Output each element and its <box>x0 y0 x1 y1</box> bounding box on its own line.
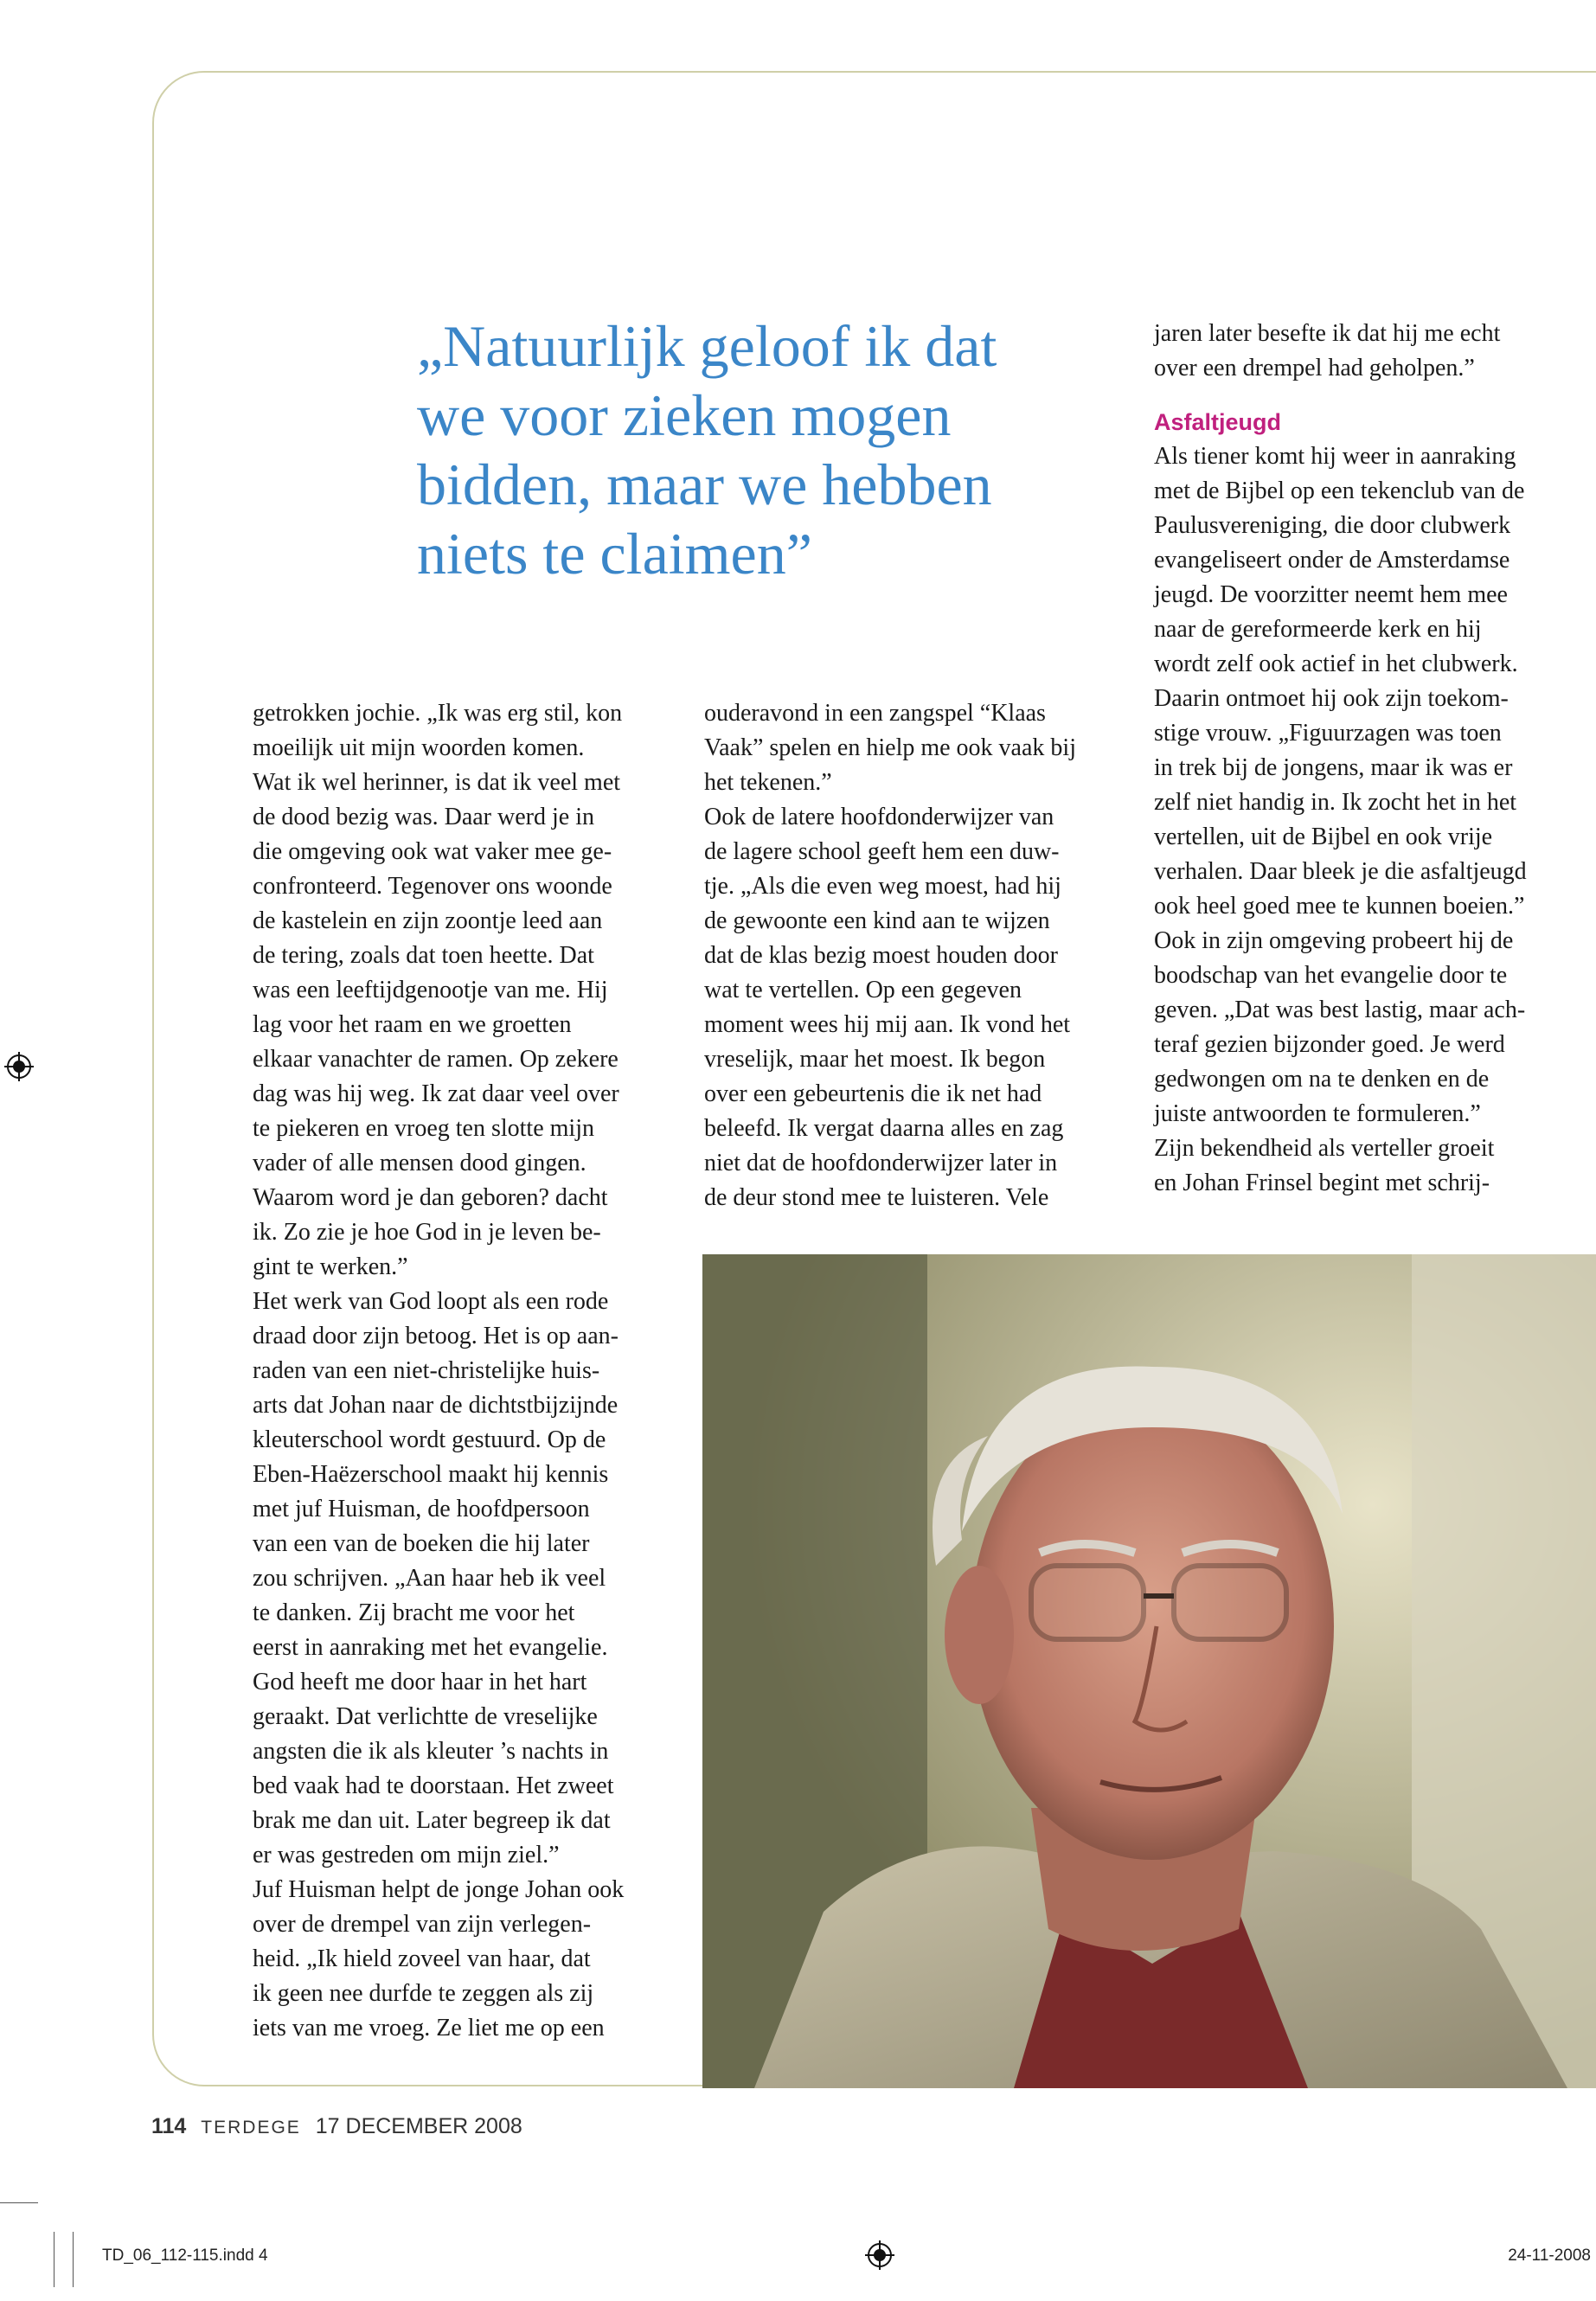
text-line: ouderavond in een zangspel “Klaas <box>704 700 1046 727</box>
page-number: 114 <box>151 2114 187 2138</box>
text-line: moeilijk uit mijn woorden komen. <box>253 734 585 761</box>
text-line: eerst in aanraking met het evangelie. <box>253 1634 608 1661</box>
text-line: Paulusvereniging, die door clubwerk <box>1154 512 1511 539</box>
text-line: dat de klas bezig moest houden door <box>704 942 1059 969</box>
text-line: dag was hij weg. Ik zat daar veel over <box>253 1080 619 1107</box>
text-line: geraakt. Dat verlichtte de vreselijke <box>253 1703 598 1730</box>
text-line: er was gestreden om mijn ziel.” <box>253 1842 560 1868</box>
text-line: Juf Huisman helpt de jonge Johan ook <box>253 1876 625 1903</box>
text-line: teraf gezien bijzonder goed. Je werd <box>1154 1031 1505 1058</box>
crop-mark <box>0 2202 38 2203</box>
text-line: elkaar vanachter de ramen. Op zekere <box>253 1046 619 1073</box>
text-line: wat te vertellen. Op een gegeven <box>704 977 1022 1003</box>
text-line: over een gebeurtenis die ik net had <box>704 1080 1042 1107</box>
text-line: juiste antwoorden te formuleren.” <box>1154 1100 1481 1127</box>
registration-mark-icon <box>865 2240 894 2270</box>
pull-quote-line: bidden, maar we hebben <box>417 452 992 517</box>
text-line: met juf Huisman, de hoofdpersoon <box>253 1496 590 1522</box>
text-line: Waarom word je dan geboren? dacht <box>253 1184 608 1211</box>
pull-quote-line: „Natuurlijk geloof ik dat <box>417 313 997 379</box>
portrait-illustration <box>702 1254 1596 2088</box>
article-column-1 <box>253 696 676 2046</box>
text-line: vertellen, uit de Bijbel en ook vrije <box>1154 824 1493 850</box>
text-line: heid. „Ik hield zoveel van haar, dat <box>253 1945 591 1972</box>
text-line: gint te werken.” <box>253 1253 408 1280</box>
text-line: evangeliseert onder de Amsterdamse <box>1154 547 1510 574</box>
slug-date: 24-11-2008 <box>1508 2247 1591 2265</box>
issue-date: 17 DECEMBER 2008 <box>315 2114 522 2138</box>
text-line: verhalen. Daar bleek je die asfaltjeugd <box>1154 858 1527 885</box>
text-line: de gewoonte een kind aan te wijzen <box>704 907 1050 934</box>
text-line: was een leeftijdgenootje van me. Hij <box>253 977 608 1003</box>
text-line: boodschap van het evangelie door te <box>1154 962 1508 989</box>
slug-filename: TD_06_112-115.indd 4 <box>102 2247 268 2265</box>
text-line: Vaak” spelen en hielp me ook vaak bij <box>704 734 1076 761</box>
registration-mark-icon <box>4 1052 34 1081</box>
text-line: gedwongen om na te denken en de <box>1154 1066 1490 1093</box>
text-line: ook heel goed mee te kunnen boeien.” <box>1154 893 1525 920</box>
text-line: in trek bij de jongens, maar ik was er <box>1154 754 1513 781</box>
text-line: de tering, zoals dat toen heette. Dat <box>253 942 594 969</box>
text-line: kleuterschool wordt gestuurd. Op de <box>253 1426 606 1453</box>
text-line: brak me dan uit. Later begreep ik dat <box>253 1807 611 1834</box>
text-line: iets van me vroeg. Ze liet me op een <box>253 2015 605 2041</box>
text-line: vader of alle mensen dood gingen. <box>253 1150 586 1176</box>
text-line: tje. „Als die even weg moest, had hij <box>704 873 1061 900</box>
text-line: Daarin ontmoet hij ook zijn toekom- <box>1154 685 1509 712</box>
text-line: moment wees hij mij aan. Ik vond het <box>704 1011 1071 1038</box>
article-column-3 <box>1154 317 1586 1201</box>
text-line: bed vaak had te doorstaan. Het zweet <box>253 1772 614 1799</box>
text-line: van een van de boeken die hij later <box>253 1530 590 1557</box>
pull-quote-line: we voor zieken mogen <box>417 382 952 448</box>
text-line: Eben-Haëzerschool maakt hij kennis <box>253 1461 609 1488</box>
page-footer <box>151 2114 522 2139</box>
text-line: Wat ik wel herinner, is dat ik veel met <box>253 769 621 796</box>
text-line: Ook de latere hoofdonderwijzer van <box>704 804 1054 830</box>
text-line: draad door zijn betoog. Het is op aan- <box>253 1323 619 1349</box>
text-line: jaren later besefte ik dat hij me echt <box>1154 320 1501 347</box>
text-line: angsten die ik als kleuter ’s nachts in <box>253 1738 609 1765</box>
text-line: met de Bijbel op een tekenclub van de <box>1154 478 1525 504</box>
text-line: en Johan Frinsel begint met schrij- <box>1154 1170 1490 1196</box>
text-line: naar de gereformeerde kerk en hij <box>1154 616 1482 643</box>
text-line: geven. „Dat was best lastig, maar ach- <box>1154 997 1526 1023</box>
text-line: vreselijk, maar het moest. Ik begon <box>704 1046 1046 1073</box>
text-line: die omgeving ook wat vaker mee ge- <box>253 838 612 865</box>
text-line: confronteerd. Tegenover ons woonde <box>253 873 612 900</box>
portrait-photo <box>702 1254 1596 2088</box>
text-line: zou schrijven. „Aan haar heb ik veel <box>253 1565 606 1592</box>
text-line: niet dat de hoofdonderwijzer later in <box>704 1150 1058 1176</box>
text-line: Het werk van God loopt als een rode <box>253 1288 609 1315</box>
text-line: God heeft me door haar in het hart <box>253 1669 587 1695</box>
text-line: ik geen nee durfde te zeggen als zij <box>253 1980 594 2007</box>
text-line: Zijn bekendheid als verteller groeit <box>1154 1135 1495 1162</box>
pull-quote-line: niets te claimen” <box>417 521 812 586</box>
text-line: de dood bezig was. Daar werd je in <box>253 804 594 830</box>
text-line: zelf niet handig in. Ik zocht het in het <box>1154 789 1517 816</box>
text-line: de lagere school geeft hem een duw- <box>704 838 1060 865</box>
text-line: ik. Zo zie je hoe God in je leven be- <box>253 1219 601 1246</box>
text-line: de kastelein en zijn zoontje leed aan <box>253 907 603 934</box>
text-line: lag voor het raam en we groetten <box>253 1011 572 1038</box>
magazine-name: TERDEGE <box>201 2118 301 2138</box>
text-line: over de drempel van zijn verlegen- <box>253 1911 592 1938</box>
text-line: het tekenen.” <box>704 769 832 796</box>
crop-mark <box>73 2232 74 2287</box>
text-line: te danken. Zij bracht me voor het <box>253 1599 575 1626</box>
text-line: stige vrouw. „Figuurzagen was toen <box>1154 720 1502 747</box>
text-line: de deur stond mee te luisteren. Vele <box>704 1184 1049 1211</box>
text-line: over een drempel had geholpen.” <box>1154 355 1475 381</box>
text-line: Als tiener komt hij weer in aanraking <box>1154 443 1516 470</box>
pull-quote <box>417 311 1109 588</box>
text-line: raden van een niet-christelijke huis- <box>253 1357 600 1384</box>
text-line: te piekeren en vroeg ten slotte mijn <box>253 1115 594 1142</box>
article-column-2 <box>704 696 1128 1215</box>
text-line: jeugd. De voorzitter neemt hem mee <box>1154 581 1508 608</box>
text-line: arts dat Johan naar de dichtstbijzijnde <box>253 1392 619 1419</box>
text-line: Ook in zijn omgeving probeert hij de <box>1154 927 1514 954</box>
section-subheading: Asfaltjeugd <box>1154 409 1282 435</box>
text-line: getrokken jochie. „Ik was erg stil, kon <box>253 700 623 727</box>
text-line: wordt zelf ook actief in het clubwerk. <box>1154 651 1518 677</box>
text-line: beleefd. Ik vergat daarna alles en zag <box>704 1115 1064 1142</box>
